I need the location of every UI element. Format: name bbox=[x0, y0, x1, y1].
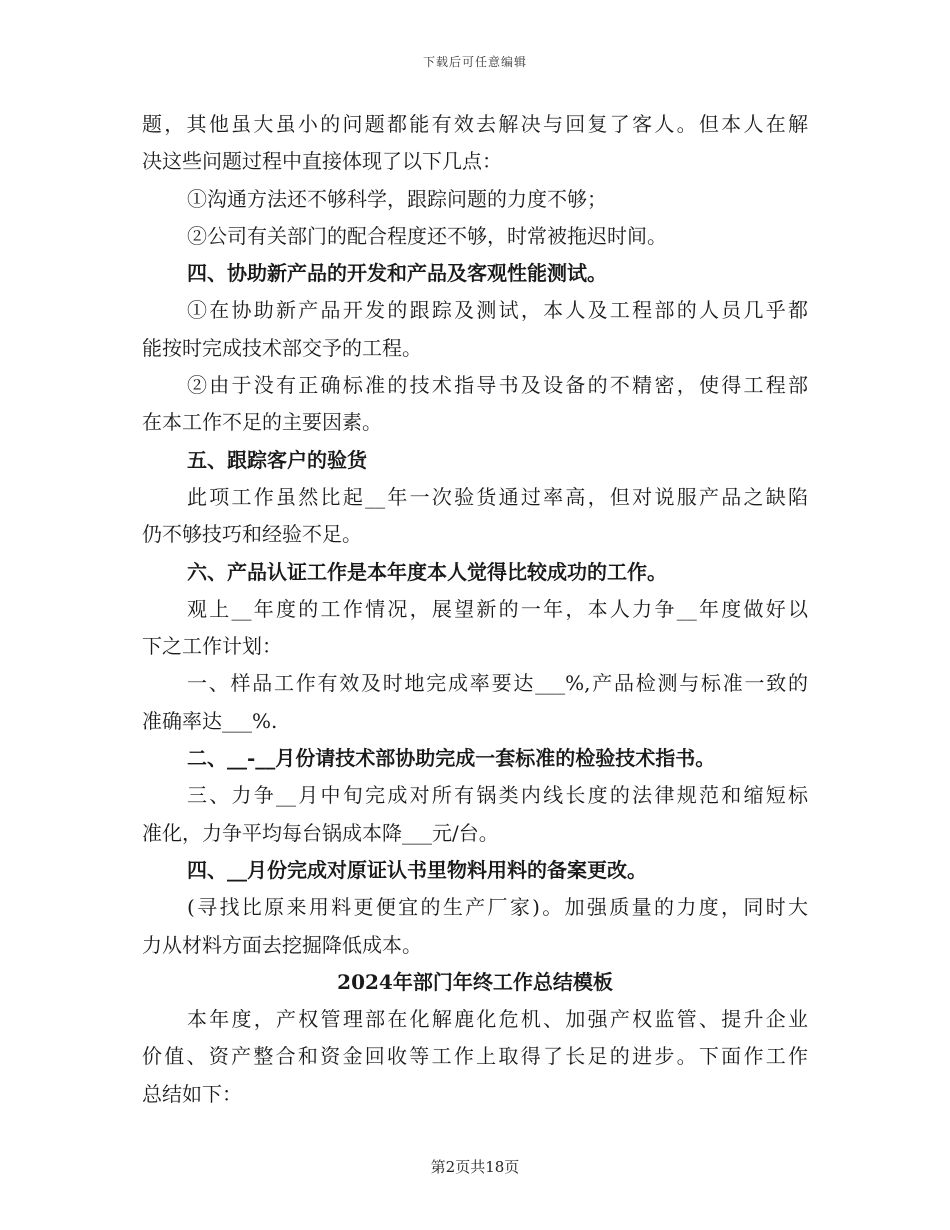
paragraph-line: 仍不够技巧和经验不足。 bbox=[142, 522, 362, 547]
plan-item: 一、样品工作有效及时地完成率要达___%,产品检测与标准一致的 bbox=[187, 671, 808, 696]
plan-item-heading: 二、__-__月份请技术部协助完成一套标准的检验技术指书。 bbox=[187, 746, 716, 771]
paragraph-line: 力从材料方面去挖掘降低成本。 bbox=[142, 932, 422, 957]
section-heading: 五、跟踪客户的验货 bbox=[187, 447, 367, 472]
paragraph-line: 下之工作计划： bbox=[142, 634, 282, 659]
page-number: 第2页共18页 bbox=[430, 1158, 520, 1176]
section-heading: 六、产品认证工作是本年度本人觉得比较成功的工作。 bbox=[187, 559, 667, 584]
page-header-note: 下载后可任意编辑 bbox=[422, 55, 527, 69]
paragraph-line: 观上__年度的工作情况，展望新的一年，本人力争__年度做好以 bbox=[187, 596, 808, 621]
plan-item: 三、力争__月中旬完成对所有锅类内线长度的法律规范和缩短标 bbox=[187, 783, 808, 808]
list-item: ②由于没有正确标准的技术指导书及设备的不精密，使得工程部 bbox=[187, 373, 808, 398]
paragraph-line: (寻找比原来用料更便宜的生产厂家)。加强质量的力度，同时大 bbox=[187, 895, 808, 920]
list-item: ①沟通方法还不够科学，跟踪问题的力度不够； bbox=[187, 186, 607, 211]
paragraph-line: 在本工作不足的主要因素。 bbox=[142, 410, 382, 435]
document-body bbox=[142, 106, 808, 1113]
paragraph-line: 总结如下： bbox=[142, 1081, 242, 1106]
paragraph-line: 决这些问题过程中直接体现了以下几点： bbox=[142, 149, 502, 174]
paragraph-line: 此项工作虽然比起__年一次验货通过率高，但对说服产品之缺陷 bbox=[187, 484, 808, 509]
plan-item-heading: 四、__月份完成对原证认书里物料用料的备案更改。 bbox=[187, 857, 647, 882]
paragraph-line: 准确率达___%. bbox=[142, 708, 278, 733]
paragraph-line: 能按时完成技术部交予的工程。 bbox=[142, 335, 422, 360]
paragraph-line: 准化，力争平均每台锅成本降___元/台。 bbox=[142, 820, 499, 845]
section-heading: 四、协助新产品的开发和产品及客观性能测试。 bbox=[187, 261, 607, 286]
document-title: 2024年部门年终工作总结模板 bbox=[337, 969, 613, 994]
paragraph-line: 本年度，产权管理部在化解鹿化危机、加强产权监管、提升企业 bbox=[187, 1007, 808, 1032]
paragraph-line: 题，其他虽大虽小的问题都能有效去解决与回复了客人。但本人在解 bbox=[142, 112, 808, 136]
paragraph-line: 价值、资产整合和资金回收等工作上取得了长足的进步。下面作工作 bbox=[142, 1044, 808, 1069]
list-item: ①在协助新产品开发的跟踪及测试，本人及工程部的人员几乎都 bbox=[187, 298, 808, 323]
list-item: ②公司有关部门的配合程度还不够，时常被拖迟时间。 bbox=[187, 223, 667, 248]
